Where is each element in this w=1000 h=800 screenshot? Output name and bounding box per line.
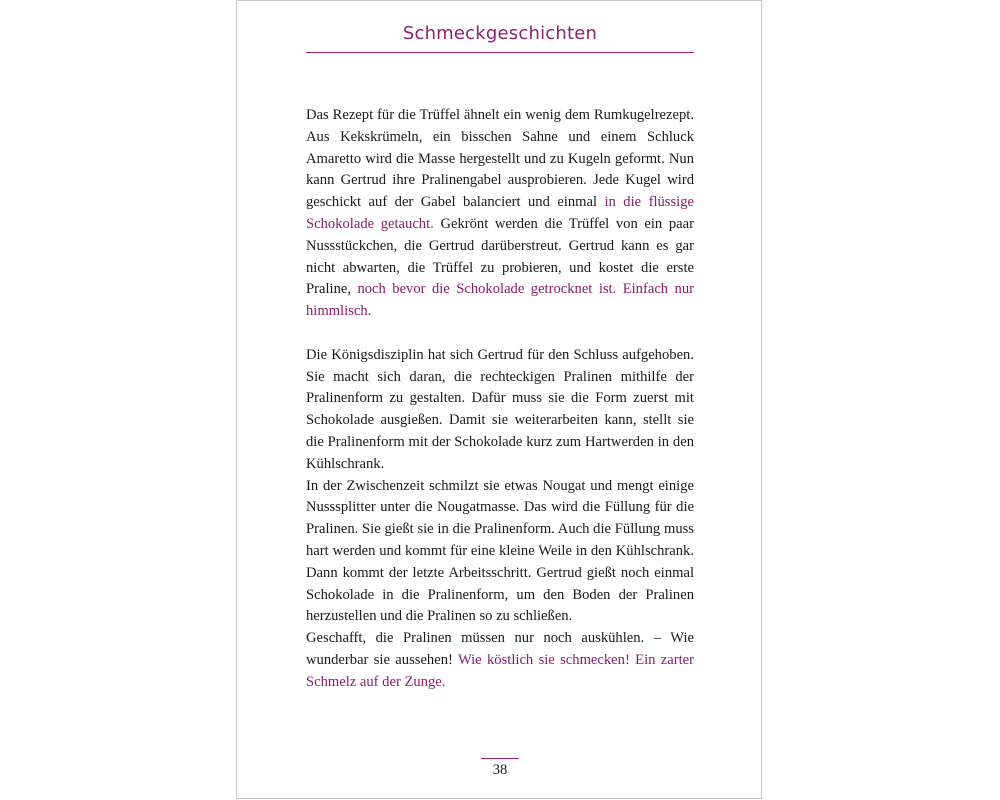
paragraph-text: Geschafft, die Pralinen müssen nur noch auskühlen. – Wie wunderbar sie aussehen! <box>306 630 694 668</box>
paragraph-text: Das Rezept für die Trüffel ähnelt ein wenig dem Rumkugelrezept. Aus Kekskrümeln, ein bisschen Sahne und einem Schluck Amaretto wird die Masse hergestellt und zu Kugeln geformt. Nun kann Gertrud ihre Pralinengabel ausprobieren. Jede Kugel wird geschickt auf der Gabel balanciert und einmal <box>306 107 694 211</box>
highlight-text: in die flüssige Schokolade getaucht. <box>306 194 694 232</box>
book-page <box>236 0 762 799</box>
paragraph-text: Gekrönt werden die Trüffel von ein paar Nussstückchen, die Gertrud darüberstreut. Gertrud kann es gar nicht abwarten, die Trüffel zu probieren, und kostet die erste Praline, <box>306 215 694 298</box>
paragraph-truffles <box>306 105 694 323</box>
paragraph-finish <box>306 628 694 693</box>
body-text <box>306 105 694 694</box>
paragraph-pralinenform <box>306 345 694 476</box>
paragraph-text: In der Zwischenzeit schmilzt sie etwas Nougat und mengt einige Nusssplitter unter die Nougatmasse. Das wird die Füllung für die Pralinen. Sie gießt sie in die Pralinenform. Auch die Füllung muss hart werden und kommt für eine kleine Weile in den Kühlschrank. Dann kommt der letzte Arbeitsschritt. Gertrud gießt noch einmal Schokolade in die Pralinenform, um den Boden der Pralinen herzustellen und die Pralinen so zu schließen. <box>306 477 694 625</box>
paragraph-text: Die Königsdisziplin hat sich Gertrud für den Schluss aufgehoben. Sie macht sich daran, die rechteckigen Pralinen mithilfe der Pralinenform zu gestalten. Dafür muss sie die Form zuerst mit Schokolade ausgießen. Damit sie weiterarbeiten kann, stellt sie die Pralinenform mit der Schokolade kurz zum Hartwerden in den Kühlschrank. <box>306 346 694 472</box>
running-header <box>306 19 694 53</box>
header-title: Schmeckgeschichten <box>402 23 598 44</box>
highlight-text: noch bevor die Schokolade getrocknet ist. Einfach nur himmlisch. <box>306 281 694 320</box>
highlight-text: Wie köstlich sie schmecken! Ein zarter Schmelz auf der Zunge. <box>306 651 694 690</box>
footer-rule <box>481 758 519 759</box>
paragraph-nougat <box>306 476 694 629</box>
page-number: 38 <box>492 762 508 778</box>
